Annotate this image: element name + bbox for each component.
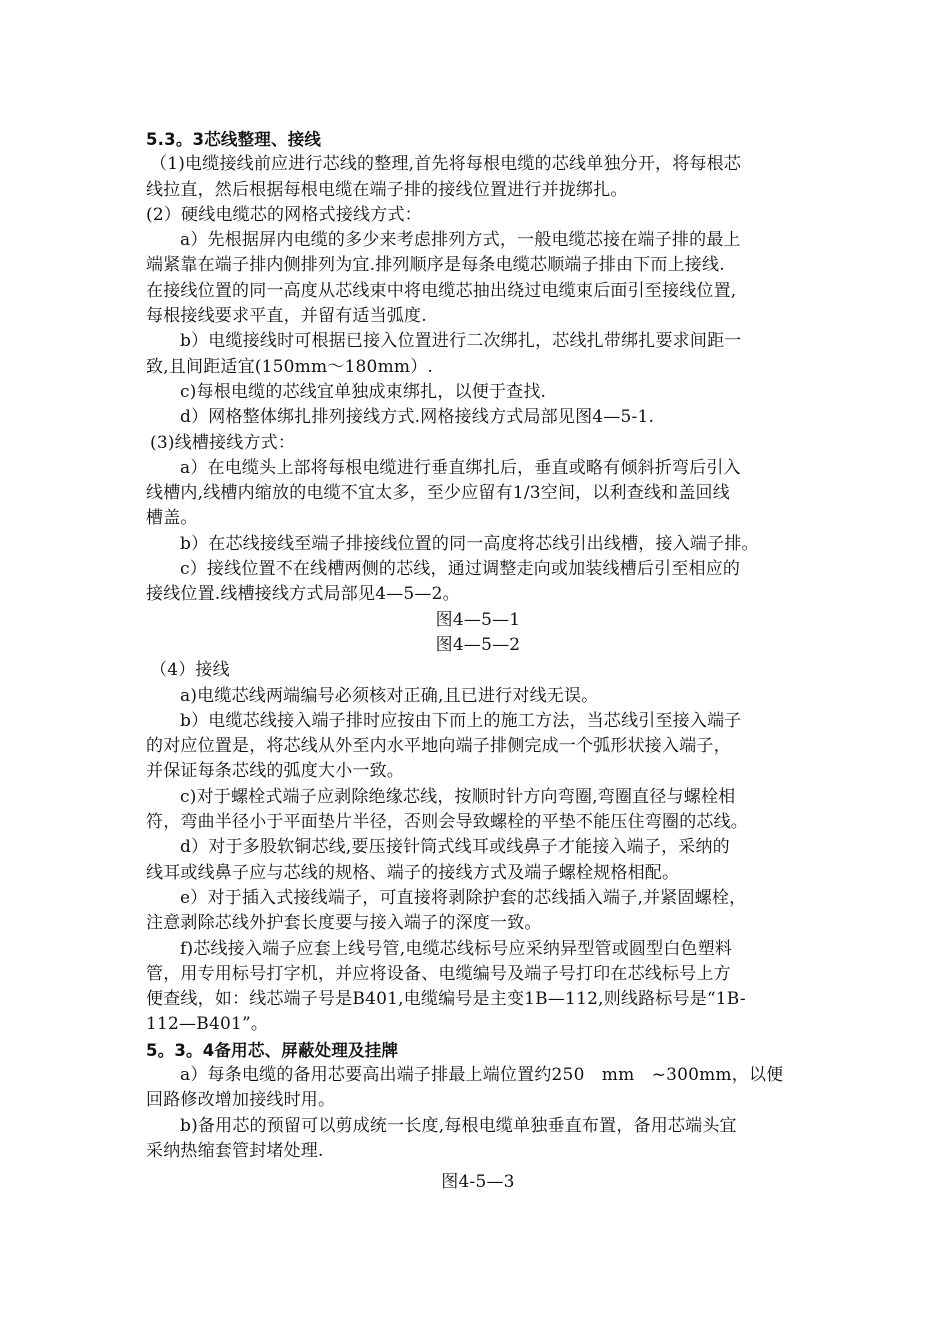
paragraph-line: 致,且间距适宜(150mm～180mm）. [146, 356, 434, 377]
paragraph-line: f)芯线接入端子应套上线号管,电缆芯线标号应采纳异型管或圆型白色塑料 [180, 938, 733, 959]
paragraph-line: e）对于插入式接线端子，可直接将剥除护套的芯线插入端子,并紧固螺栓， [180, 887, 747, 908]
paragraph-line: 管，用专用标号打字机，并应将设备、电缆编号及端子号打印在芯线标号上方 [146, 963, 731, 984]
paragraph-line: 回路修改增加接线时用。 [146, 1090, 336, 1111]
paragraph-line: a)电缆芯线两端编号必须核对正确,且已进行对线无误。 [180, 685, 599, 706]
paragraph-line: b）在芯线接线至端子排接线位置的同一高度将芯线引出线槽，接入端子排。 [180, 533, 759, 554]
paragraph-line: c）接线位置不在线槽两侧的芯线，通过调整走向或加装线槽后引至相应的 [180, 559, 741, 580]
paragraph-line: b）电缆芯线接入端子排时应按由下而上的施工方法，当芯线引至接入端子 [180, 710, 742, 731]
paragraph-line: 槽盖。 [146, 508, 198, 529]
paragraph-line: 的对应位置是，将芯线从外至内水平地向端子排侧完成一个弧形状接入端子， [146, 736, 731, 757]
paragraph-line: b）电缆接线时可根据已接入位置进行二次绑扎，芯线扎带绑扎要求间距一 [180, 331, 742, 352]
paragraph-line: 符，弯曲半径小于平面垫片半径，否则会导致螺栓的平垫不能压住弯圈的芯线。 [146, 812, 748, 833]
paragraph-line: 112—B401”。 [146, 1014, 269, 1035]
paragraph-line: （4）接线 [150, 660, 230, 681]
paragraph-line: (2）硬线电缆芯的网格式接线方式： [146, 204, 422, 225]
paragraph-line: c)每根电缆的芯线宜单独成束绑扎，以便于查找. [180, 381, 547, 402]
paragraph-line: (3)线槽接线方式： [150, 432, 296, 453]
paragraph-line: 线槽内,线槽内缩放的电缆不宜太多，至少应留有1/3空间，以利查线和盖回线 [146, 483, 730, 504]
figure-caption: 图4—5—1 [435, 609, 521, 630]
document-body [146, 127, 810, 1195]
figure-caption: 图4-5—3 [441, 1172, 515, 1193]
figure-caption: 图4—5—2 [435, 634, 521, 655]
paragraph-line: 每根接线要求平直，并留有适当弧度. [146, 306, 427, 327]
paragraph-line: 接线位置.线槽接线方式局部见4—5—2。 [146, 584, 460, 605]
paragraph-line: a）在电缆头上部将每根电缆进行垂直绑扎后，垂直或略有倾斜折弯后引入 [180, 457, 741, 478]
paragraph-line: 在接线位置的同一高度从芯线束中将电缆芯抽出绕过电缆束后面引至接线位置, [146, 280, 737, 301]
paragraph-line: a）每条电缆的备用芯要高出端子排最上端位置约250 mm ~300mm，以便 [180, 1064, 784, 1085]
paragraph-line: a）先根据屏内电缆的多少来考虑排列方式，一般电缆芯接在端子排的最上 [180, 230, 741, 251]
paragraph-line: 线耳或线鼻子应与芯线的规格、端子的接线方式及端子螺栓规格相配。 [146, 862, 680, 883]
section-heading: 5.3。3芯线整理、接线 [146, 130, 322, 149]
paragraph-line: d）对于多股软铜芯线,要压接针筒式线耳或线鼻子才能接入端子，采纳的 [180, 837, 730, 858]
paragraph-line: 便查线，如：线芯端子号是B401,电缆编号是主变1B—112,则线路标号是“1B- [146, 989, 746, 1010]
paragraph-line: d）网格整体绑扎排列接线方式.网格接线方式局部见图4—5-1. [180, 407, 655, 428]
paragraph-line: 线拉直，然后根据每根电缆在端子排的接线位置进行并拢绑扎。 [146, 179, 628, 200]
paragraph-line: 采纳热缩套管封堵处理. [146, 1140, 324, 1161]
paragraph-line: 注意剥除芯线外护套长度要与接入端子的深度一致。 [146, 913, 542, 934]
paragraph-line: （1)电缆接线前应进行芯线的整理,首先将每根电缆的芯线单独分开，将每根芯 [150, 154, 742, 175]
paragraph-line: c)对于螺栓式端子应剥除绝缘芯线，按顺时针方向弯圈,弯圈直径与螺栓相 [180, 786, 736, 807]
paragraph-line: 端紧靠在端子排内侧排列为宜.排列顺序是每条电缆芯顺端子排由下而上接线. [146, 255, 725, 276]
paragraph-line: 并保证每条芯线的弧度大小一致。 [146, 761, 404, 782]
section-heading: 5。3。4备用芯、屏蔽处理及挂牌 [146, 1040, 399, 1060]
paragraph-line: b)备用芯的预留可以剪成统一长度,每根电缆单独垂直布置，备用芯端头宜 [180, 1115, 737, 1136]
